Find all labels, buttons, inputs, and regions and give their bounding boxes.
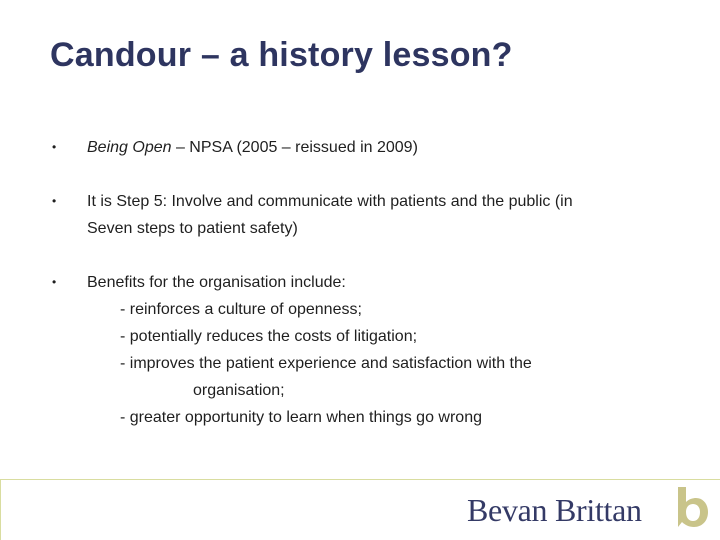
- benefit-item: - improves the patient experience and satisfaction with the: [120, 355, 532, 372]
- bullet-marker: •: [52, 194, 57, 208]
- bullet-being-open: [50, 134, 670, 161]
- bevan-brittan-logo: Bevan Brittan: [467, 492, 642, 528]
- bullet-list: [50, 134, 670, 458]
- footer-rule: [0, 479, 720, 480]
- bullet-intro: Benefits for the organisation include:: [87, 274, 346, 291]
- bullet-line: Seven steps to patient safety): [87, 220, 298, 237]
- bullet-text: – NPSA (2005 – reissued in 2009): [171, 139, 418, 156]
- benefit-item: - greater opportunity to learn when things go wrong: [120, 409, 482, 426]
- bullet-benefits: [50, 269, 670, 431]
- logo-mark-icon: [675, 486, 709, 528]
- benefit-item: - potentially reduces the costs of litigation;: [120, 328, 418, 345]
- benefit-item-continuation: organisation;: [193, 382, 285, 399]
- bullet-line: It is Step 5: Involve and communicate with patients and the public (in: [87, 193, 573, 210]
- bullet-marker: •: [52, 140, 57, 154]
- bullet-marker: •: [52, 275, 57, 289]
- footer-rule-left: [0, 479, 1, 540]
- bullet-step-5: [50, 188, 670, 242]
- slide-title: Candour – a history lesson?: [50, 36, 513, 74]
- benefit-item: - reinforces a culture of openness;: [120, 301, 362, 318]
- bullet-italic-lead: Being Open: [87, 139, 172, 156]
